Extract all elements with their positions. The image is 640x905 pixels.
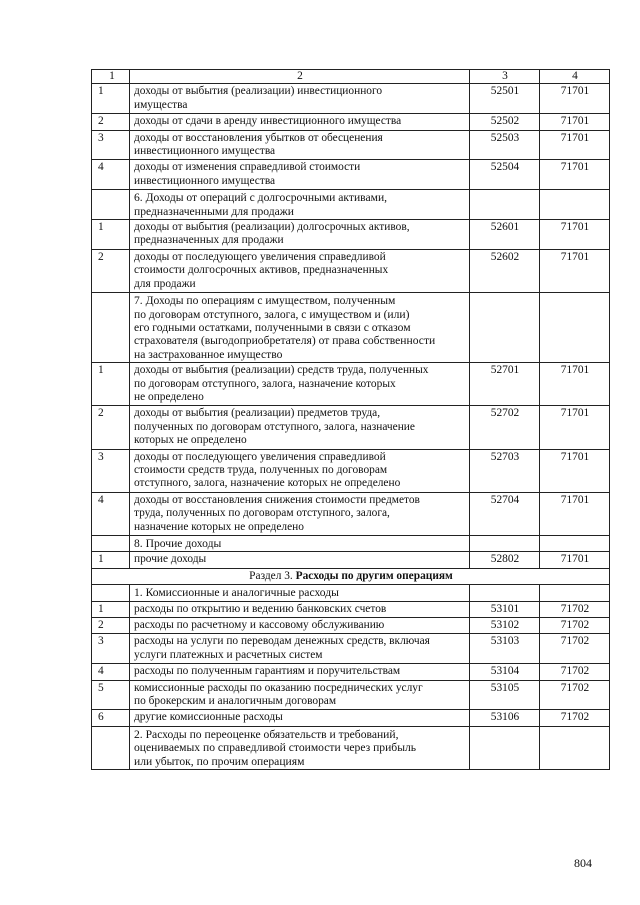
table-row bbox=[92, 601, 610, 617]
row-account-code: 53103 bbox=[470, 634, 540, 664]
row-account-code: 52802 bbox=[470, 552, 540, 568]
row-description: 7. Доходы по операциям с имуществом, полученным по договорам отступного, залога, с имуществом и (или) его годными остатками, полученными в связи с отказом страхователя (выгодоприобретателя) от права собственности на застрахованное имущество bbox=[130, 293, 470, 363]
row-number bbox=[92, 190, 130, 220]
table-row bbox=[92, 680, 610, 710]
table-row bbox=[92, 249, 610, 292]
header-cell-code: 3 bbox=[470, 70, 540, 84]
row-symbol: 71701 bbox=[540, 552, 610, 568]
table-row bbox=[92, 160, 610, 190]
row-symbol: 71701 bbox=[540, 130, 610, 160]
subsection-row bbox=[92, 585, 610, 601]
row-number: 4 bbox=[92, 492, 130, 535]
row-number bbox=[92, 726, 130, 769]
row-description: доходы от последующего увеличения справедливой стоимости долгосрочных активов, предназначенных для продажи bbox=[130, 249, 470, 292]
row-description: доходы от восстановления снижения стоимости предметов труда, полученных по договорам отступного, залога, назначение которых не определено bbox=[130, 492, 470, 535]
table-row bbox=[92, 406, 610, 449]
row-number: 1 bbox=[92, 601, 130, 617]
row-symbol: 71702 bbox=[540, 634, 610, 664]
row-number: 1 bbox=[92, 363, 130, 406]
row-description: другие комиссионные расходы bbox=[130, 710, 470, 726]
row-account-code bbox=[470, 190, 540, 220]
row-symbol bbox=[540, 726, 610, 769]
row-number: 1 bbox=[92, 552, 130, 568]
row-number: 1 bbox=[92, 220, 130, 250]
row-description: 6. Доходы от операций с долгосрочными активами, предназначенными для продажи bbox=[130, 190, 470, 220]
table-row bbox=[92, 84, 610, 114]
section-row bbox=[92, 568, 610, 584]
accounts-table-body bbox=[92, 70, 610, 770]
row-account-code: 52502 bbox=[470, 114, 540, 130]
row-symbol: 71702 bbox=[540, 618, 610, 634]
row-symbol: 71702 bbox=[540, 664, 610, 680]
subsection-row bbox=[92, 293, 610, 363]
row-description: расходы по расчетному и кассовому обслуживанию bbox=[130, 618, 470, 634]
row-account-code: 52501 bbox=[470, 84, 540, 114]
row-description: доходы от выбытия (реализации) долгосрочных активов, предназначенных для продажи bbox=[130, 220, 470, 250]
row-symbol: 71701 bbox=[540, 249, 610, 292]
table-row bbox=[92, 634, 610, 664]
row-account-code: 53102 bbox=[470, 618, 540, 634]
table-row bbox=[92, 664, 610, 680]
header-cell-num: 1 bbox=[92, 70, 130, 84]
section-prefix: Раздел 3. bbox=[249, 569, 296, 582]
section-name: Расходы по другим операциям bbox=[295, 569, 453, 582]
row-number bbox=[92, 536, 130, 552]
row-description: расходы по полученным гарантиям и поручительствам bbox=[130, 664, 470, 680]
row-number: 4 bbox=[92, 664, 130, 680]
row-description: доходы от выбытия (реализации) средств труда, полученных по договорам отступного, залога, назначение которых не определено bbox=[130, 363, 470, 406]
row-account-code bbox=[470, 536, 540, 552]
row-symbol bbox=[540, 293, 610, 363]
row-description: 2. Расходы по переоценке обязательств и требований, оцениваемых по справедливой стоимости через прибыль или убыток, по прочим операциям bbox=[130, 726, 470, 769]
row-description: прочие доходы bbox=[130, 552, 470, 568]
subsection-row bbox=[92, 726, 610, 769]
row-symbol: 71701 bbox=[540, 492, 610, 535]
row-symbol: 71701 bbox=[540, 363, 610, 406]
row-number bbox=[92, 293, 130, 363]
row-symbol: 71701 bbox=[540, 160, 610, 190]
table-row bbox=[92, 130, 610, 160]
row-description: доходы от восстановления убытков от обесценения инвестиционного имущества bbox=[130, 130, 470, 160]
row-symbol: 71702 bbox=[540, 601, 610, 617]
row-number: 6 bbox=[92, 710, 130, 726]
row-symbol: 71701 bbox=[540, 220, 610, 250]
row-account-code: 53101 bbox=[470, 601, 540, 617]
subsection-row bbox=[92, 536, 610, 552]
row-description: 1. Комиссионные и аналогичные расходы bbox=[130, 585, 470, 601]
row-account-code bbox=[470, 293, 540, 363]
row-account-code: 52701 bbox=[470, 363, 540, 406]
row-number: 3 bbox=[92, 449, 130, 492]
table-row bbox=[92, 220, 610, 250]
row-account-code: 53106 bbox=[470, 710, 540, 726]
row-number: 2 bbox=[92, 249, 130, 292]
row-account-code bbox=[470, 585, 540, 601]
row-account-code: 53105 bbox=[470, 680, 540, 710]
row-symbol bbox=[540, 536, 610, 552]
row-description: доходы от сдачи в аренду инвестиционного имущества bbox=[130, 114, 470, 130]
row-number: 4 bbox=[92, 160, 130, 190]
row-symbol: 71701 bbox=[540, 84, 610, 114]
row-symbol bbox=[540, 585, 610, 601]
row-number: 2 bbox=[92, 618, 130, 634]
row-symbol: 71701 bbox=[540, 114, 610, 130]
row-number: 2 bbox=[92, 406, 130, 449]
table-row bbox=[92, 552, 610, 568]
table-row bbox=[92, 449, 610, 492]
row-account-code: 52702 bbox=[470, 406, 540, 449]
row-description: расходы по открытию и ведению банковских счетов bbox=[130, 601, 470, 617]
row-number: 1 bbox=[92, 84, 130, 114]
row-description: 8. Прочие доходы bbox=[130, 536, 470, 552]
row-account-code bbox=[470, 726, 540, 769]
row-number: 5 bbox=[92, 680, 130, 710]
row-symbol bbox=[540, 190, 610, 220]
table-row bbox=[92, 114, 610, 130]
row-number: 3 bbox=[92, 634, 130, 664]
row-number: 3 bbox=[92, 130, 130, 160]
row-account-code: 52602 bbox=[470, 249, 540, 292]
header-row bbox=[92, 70, 610, 84]
table-row bbox=[92, 618, 610, 634]
table-row bbox=[92, 710, 610, 726]
row-symbol: 71702 bbox=[540, 710, 610, 726]
row-symbol: 71701 bbox=[540, 406, 610, 449]
row-account-code: 52504 bbox=[470, 160, 540, 190]
subsection-row bbox=[92, 190, 610, 220]
header-cell-name: 2 bbox=[130, 70, 470, 84]
row-symbol: 71701 bbox=[540, 449, 610, 492]
row-account-code: 53104 bbox=[470, 664, 540, 680]
row-description: расходы на услуги по переводам денежных средств, включая услуги платежных и расчетных систем bbox=[130, 634, 470, 664]
section-title bbox=[92, 568, 610, 584]
row-description: доходы от выбытия (реализации) предметов труда, полученных по договорам отступного, залога, назначение которых не определено bbox=[130, 406, 470, 449]
header-cell-symbol: 4 bbox=[540, 70, 610, 84]
row-account-code: 52703 bbox=[470, 449, 540, 492]
row-description: доходы от последующего увеличения справедливой стоимости средств труда, полученных по договорам отступного, залога, назначение которых не определено bbox=[130, 449, 470, 492]
accounts-table bbox=[91, 69, 610, 770]
row-description: комиссионные расходы по оказанию посреднических услуг по брокерским и аналогичным договорам bbox=[130, 680, 470, 710]
table-row bbox=[92, 363, 610, 406]
page-number: 804 bbox=[574, 856, 592, 870]
row-symbol: 71702 bbox=[540, 680, 610, 710]
row-account-code: 52601 bbox=[470, 220, 540, 250]
row-description: доходы от изменения справедливой стоимости инвестиционного имущества bbox=[130, 160, 470, 190]
table-row bbox=[92, 492, 610, 535]
row-description: доходы от выбытия (реализации) инвестиционного имущества bbox=[130, 84, 470, 114]
row-number bbox=[92, 585, 130, 601]
row-number: 2 bbox=[92, 114, 130, 130]
row-account-code: 52503 bbox=[470, 130, 540, 160]
row-account-code: 52704 bbox=[470, 492, 540, 535]
